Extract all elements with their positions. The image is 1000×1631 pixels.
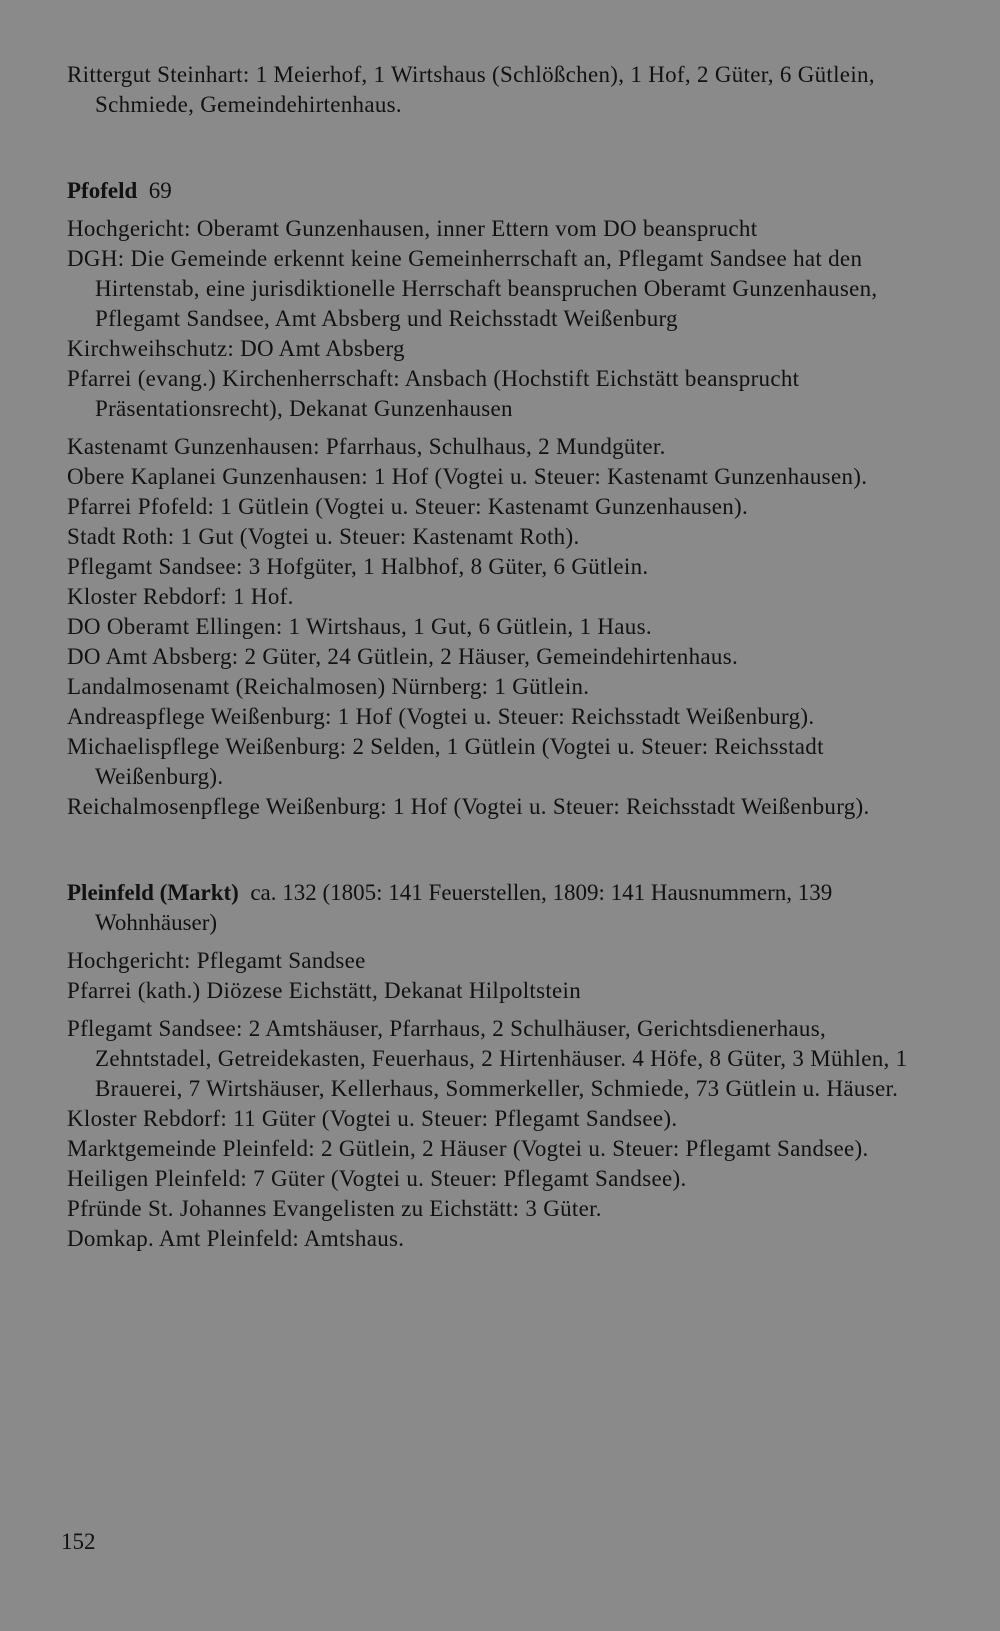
rittergut-steinhart-entry: Rittergut Steinhart: 1 Meierhof, 1 Wirtshaus (Schlößchen), 1 Hof, 2 Güter, 6 Gütlein, Schmiede, Gemeindehirtenhaus. xyxy=(67,62,875,117)
pfofeld-heading xyxy=(67,176,930,206)
holding-entry: Kastenamt Gunzenhausen: Pfarrhaus, Schulhaus, 2 Mundgüter. xyxy=(67,434,666,459)
pfofeld-name: Pfofeld xyxy=(67,178,138,203)
pfofeld-section xyxy=(67,176,930,822)
holding-entry: Pflegamt Sandsee: 3 Hofgüter, 1 Halbhof, 8 Güter, 6 Gütlein. xyxy=(67,554,649,579)
spacer xyxy=(67,822,930,878)
holding-entry: Landalmosenamt (Reichalmosen) Nürnberg: 1 Gütlein. xyxy=(67,674,590,699)
holding-entry: Andreaspflege Weißenburg: 1 Hof (Vogtei u. Steuer: Reichsstadt Weißenburg). xyxy=(67,704,815,729)
pfofeld-hochgericht: Hochgericht: Oberamt Gunzenhausen, inner Ettern vom DO beansprucht xyxy=(67,216,758,241)
pleinfeld-name: Pleinfeld (Markt) xyxy=(67,880,239,905)
holding-entry: DO Oberamt Ellingen: 1 Wirtshaus, 1 Gut, 6 Gütlein, 1 Haus. xyxy=(67,614,652,639)
pleinfeld-section xyxy=(67,878,930,1254)
holding-entry: Kloster Rebdorf: 11 Güter (Vogtei u. Steuer: Pflegamt Sandsee). xyxy=(67,1106,678,1131)
holding-entry: Pfründe St. Johannes Evangelisten zu Eichstätt: 3 Güter. xyxy=(67,1196,602,1221)
pleinfeld-heading xyxy=(67,878,930,938)
spacer xyxy=(67,120,930,176)
page-number: 152 xyxy=(61,1529,96,1554)
spacer xyxy=(67,1006,930,1014)
holding-entry: Marktgemeinde Pleinfeld: 2 Gütlein, 2 Häuser (Vogtei u. Steuer: Pflegamt Sandsee). xyxy=(67,1136,869,1161)
holding-entry: Kloster Rebdorf: 1 Hof. xyxy=(67,584,294,609)
holding-entry: Domkap. Amt Pleinfeld: Amtshaus. xyxy=(67,1226,405,1251)
holding-entry: Michaelispflege Weißenburg: 2 Selden, 1 Gütlein (Vogtei u. Steuer: Reichsstadt Weißenburg). xyxy=(67,734,824,789)
pleinfeld-pfarrei: Pfarrei (kath.) Diözese Eichstätt, Dekanat Hilpoltstein xyxy=(67,978,582,1003)
pfofeld-dgh: DGH: Die Gemeinde erkennt keine Gemeinherrschaft an, Pflegamt Sandsee hat den Hirtenstab, eine jurisdiktionelle Herrschaft beanspruchen Oberamt Gunzenhausen, Pflegamt Sandsee, Amt Absberg und Reichsstadt Weißenburg xyxy=(67,246,878,331)
holding-entry: Stadt Roth: 1 Gut (Vogtei u. Steuer: Kastenamt Roth). xyxy=(67,524,580,549)
pfofeld-count: 69 xyxy=(148,178,172,203)
pfofeld-kirchweihschutz: Kirchweihschutz: DO Amt Absberg xyxy=(67,336,405,361)
pleinfeld-hochgericht: Hochgericht: Pflegamt Sandsee xyxy=(67,948,366,973)
spacer xyxy=(67,424,930,432)
holding-entry: Pflegamt Sandsee: 2 Amtshäuser, Pfarrhaus, 2 Schulhäuser, Gerichtsdienerhaus, Zehntstadel, Getreidekasten, Feuerhaus, 2 Hirtenhäuser. 4 Höfe, 8 Güter, 3 Mühlen, 1 Brauerei, 7 Wirtshäuser, Kellerhaus, Sommerkeller, Schmiede, 73 Gütlein u. Häuser. xyxy=(67,1016,908,1101)
holding-entry: DO Amt Absberg: 2 Güter, 24 Gütlein, 2 Häuser, Gemeindehirtenhaus. xyxy=(67,644,738,669)
pleinfeld-details: ca. 132 (1805: 141 Feuerstellen, 1809: 141 Hausnummern, 139 Wohnhäuser) xyxy=(95,880,833,935)
holding-entry: Reichalmosenpflege Weißenburg: 1 Hof (Vogtei u. Steuer: Reichsstadt Weißenburg). xyxy=(67,794,870,819)
holding-entry: Obere Kaplanei Gunzenhausen: 1 Hof (Vogtei u. Steuer: Kastenamt Gunzenhausen). xyxy=(67,464,868,489)
pfofeld-pfarrei: Pfarrei (evang.) Kirchenherrschaft: Ansbach (Hochstift Eichstätt beansprucht Präsentationsrecht), Dekanat Gunzenhausen xyxy=(67,366,800,421)
holding-entry: Pfarrei Pfofeld: 1 Gütlein (Vogtei u. Steuer: Kastenamt Gunzenhausen). xyxy=(67,494,749,519)
holding-entry: Heiligen Pleinfeld: 7 Güter (Vogtei u. Steuer: Pflegamt Sandsee). xyxy=(67,1166,687,1191)
